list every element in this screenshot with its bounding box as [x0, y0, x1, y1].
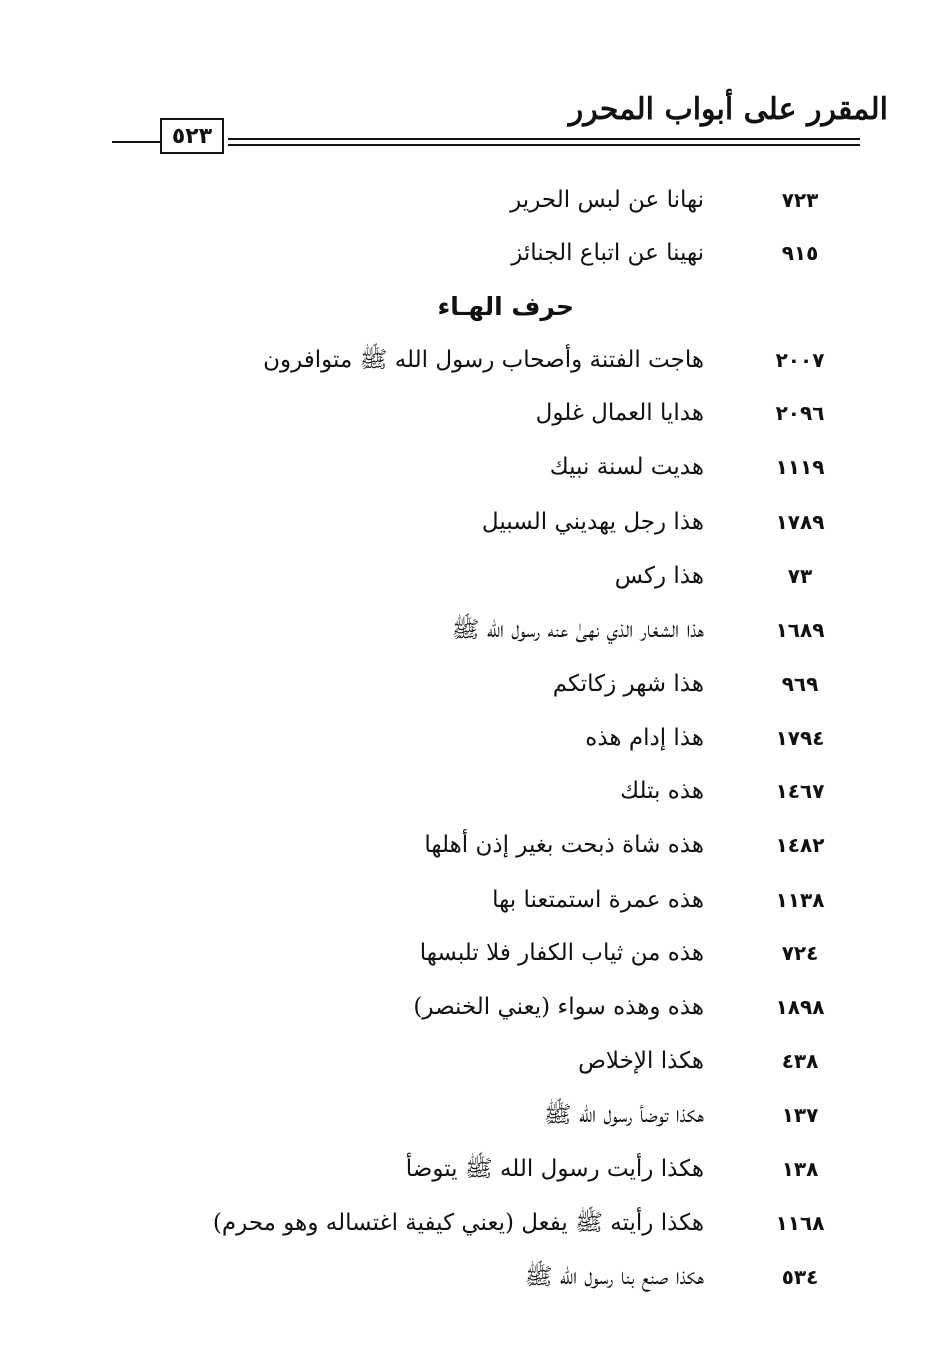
entry-text: هذا ركس — [614, 563, 704, 589]
entry-text: نهانا عن لبس الحرير — [510, 187, 704, 213]
index-entry — [0, 340, 936, 380]
index-entry — [0, 502, 936, 542]
entry-number: ١٤٦٧ — [775, 779, 825, 803]
index-entry — [0, 393, 936, 433]
entry-number: ١٦٨٩ — [775, 618, 825, 642]
index-entry — [0, 880, 936, 920]
entry-number: ١١٦٨ — [775, 1211, 825, 1235]
entry-number: ١٧٨٩ — [775, 510, 825, 534]
index-entry — [0, 556, 936, 596]
index-entry — [0, 718, 936, 758]
entry-number: ٧٣ — [787, 564, 813, 588]
header-rule-top — [228, 138, 860, 140]
book-title: المقرر على أبواب المحرر — [568, 92, 888, 127]
entry-text: هاجت الفتنة وأصحاب رسول الله ﷺ متوافرون — [263, 347, 704, 373]
entry-text: هذا الشغار الذي نهىٰ عنه رسول الله ﷺ — [451, 617, 704, 643]
entry-number: ١١٣٨ — [775, 888, 825, 912]
index-entry — [0, 447, 936, 487]
entry-text: هكذا صنع بنا رسول الله ﷺ — [524, 1264, 704, 1290]
entry-text: نهينا عن اتباع الجنائز — [511, 240, 704, 266]
entry-number: ٤٣٨ — [781, 1049, 819, 1073]
index-entry — [0, 1095, 936, 1135]
entry-text: هذه عمرة استمتعنا بها — [492, 887, 704, 913]
entry-text: هذه من ثياب الكفار فلا تلبسها — [419, 940, 704, 966]
index-entry — [0, 1041, 936, 1081]
index-entry — [0, 664, 936, 704]
entry-text: هذا رجل يهديني السبيل — [481, 509, 704, 535]
entry-number: ٢٠٩٦ — [775, 401, 825, 425]
entry-number: ٧٢٣ — [781, 188, 819, 212]
section-heading: حرف الهـاء — [437, 292, 574, 321]
entry-number: ١٨٩٨ — [775, 995, 825, 1019]
entry-number: ٢٠٠٧ — [775, 348, 825, 372]
index-entry — [0, 987, 936, 1027]
entry-number: ٩٦٩ — [781, 672, 819, 696]
entry-number: ١٤٨٢ — [775, 833, 825, 857]
index-entry — [0, 825, 936, 865]
header-rule-bottom — [228, 144, 860, 146]
entry-text: هكذا توضأ رسول الله ﷺ — [543, 1102, 704, 1128]
entry-number: ١١١٩ — [775, 455, 825, 479]
index-entry — [0, 771, 936, 811]
entry-text: هذه بتلك — [620, 778, 704, 804]
entry-number: ١٧٩٤ — [775, 726, 825, 750]
entry-text: هكذا الإخلاص — [578, 1048, 704, 1074]
entry-text: هذه شاة ذبحت بغير إذن أهلها — [424, 832, 704, 858]
entry-text: هذا شهر زكاتكم — [552, 671, 704, 697]
entry-number: ٥٣٤ — [781, 1265, 819, 1289]
index-entry — [0, 233, 936, 273]
index-entry — [0, 180, 936, 220]
entry-text: هذا إدام هذه — [585, 725, 704, 751]
entry-text: هكذا رأيته ﷺ يفعل (يعني كيفية اغتساله وهو محرم) — [212, 1210, 704, 1236]
page-number: ٥٢٣ — [160, 118, 224, 154]
entry-number: ٧٢٤ — [781, 941, 819, 965]
header-rule-left — [112, 141, 160, 143]
entry-number: ١٣٨ — [781, 1157, 819, 1181]
index-entry — [0, 1149, 936, 1189]
entry-text: هديت لسنة نبيك — [549, 454, 704, 480]
index-entry — [0, 1203, 936, 1243]
entry-text: هدايا العمال غلول — [535, 400, 704, 426]
entry-text: هكذا رأيت رسول الله ﷺ يتوضأ — [405, 1156, 704, 1182]
entry-text: هذه وهذه سواء (يعني الخنصر) — [413, 994, 704, 1020]
entry-number: ١٣٧ — [781, 1103, 819, 1127]
index-entry — [0, 1257, 936, 1297]
index-entry — [0, 933, 936, 973]
entry-number: ٩١٥ — [781, 241, 819, 265]
index-entry — [0, 610, 936, 650]
